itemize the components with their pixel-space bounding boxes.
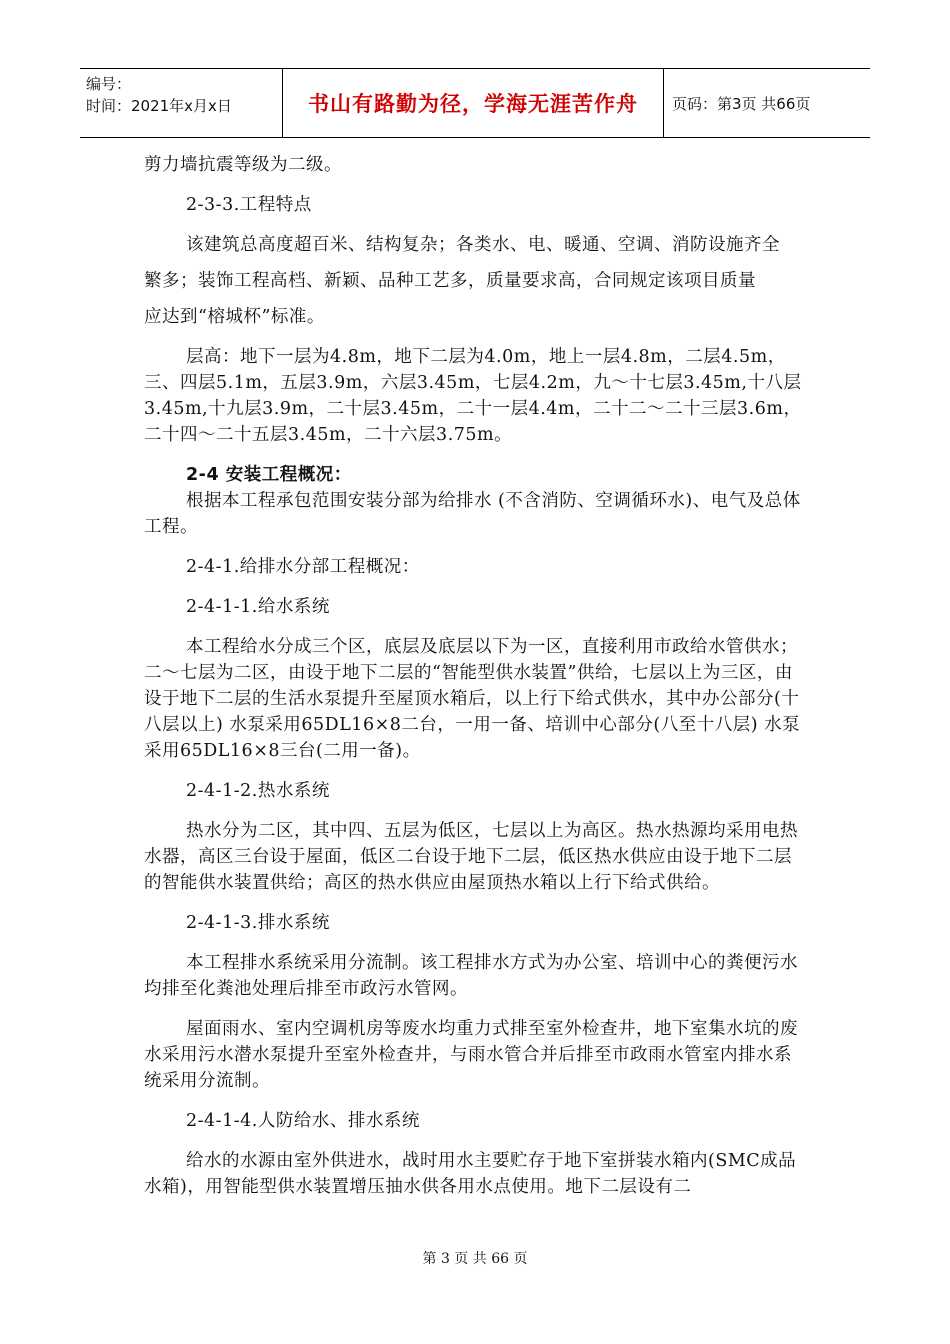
paragraph: 层高：地下一层为4.8m，地下二层为4.0m，地上一层4.8m，二层4.5m，三、四层5.1m，五层3.9m，六层3.45m，七层4.2m，九～十七层3.45m,十八层3.45m,十九层3.9m，二十层3.45m，二十一层4.4m，二十二～二十三层3.6m，二十四～二十五层3.45m，二十六层3.75m。 <box>144 347 802 445</box>
header-meta <box>80 69 283 137</box>
page-header <box>80 68 870 138</box>
section-heading: 2-4 安装工程概况： <box>186 465 352 485</box>
paragraph: 该建筑总高度超百米、结构复杂；各类水、电、暖通、空调、消防设施齐全 <box>186 235 780 255</box>
paragraph: 屋面雨水、室内空调机房等废水均重力式排至室外检查井，地下室集水坑的废水采用污水潜水泵提升至室外检查井，与雨水管合并后排至市政雨水管室内排水系统采用分流制。 <box>144 1019 798 1091</box>
header-page-number: 页码：第3页 共66页 <box>672 94 811 113</box>
paragraph: 本工程排水系统采用分流制。该工程排水方式为办公室、培训中心的粪便污水均排至化粪池处理后排至市政污水管网。 <box>144 953 798 999</box>
document-date-label: 时间：2021年x月x日 <box>86 97 232 115</box>
page-footer: 第 3 页 共 66 页 <box>422 1251 528 1267</box>
section-heading: 2-4-1-2.热水系统 <box>186 781 330 801</box>
header-motto: 书山有路勤为径，学海无涯苦作舟 <box>283 69 664 137</box>
section-heading: 2-4-1-1.给水系统 <box>186 597 330 617</box>
section-heading: 2-4-1.给排水分部工程概况： <box>186 557 420 577</box>
paragraph: 应达到“榕城杯”标准。 <box>144 307 325 327</box>
document-body <box>144 152 808 1200</box>
paragraph: 根据本工程承包范围安装分部为给排水 (不含消防、空调循环水)、电气及总体工程。 <box>144 491 801 537</box>
section-heading: 2-4-1-4.人防给水、排水系统 <box>186 1111 420 1131</box>
section-heading: 2-4-1-3.排水系统 <box>186 913 330 933</box>
paragraph: 给水的水源由室外供进水，战时用水主要贮存于地下室拼装水箱内(SMC成品水箱)，用智能型供水装置增压抽水供各用水点使用。地下二层设有二 <box>144 1151 797 1197</box>
section-heading: 2-3-3.工程特点 <box>186 195 312 215</box>
paragraph: 剪力墙抗震等级为二级。 <box>144 155 342 175</box>
paragraph: 热水分为二区，其中四、五层为低区，七层以上为高区。热水热源均采用电热水器，高区三台设于屋面，低区二台设于地下二层，低区热水供应由设于地下二层的智能供水装置供给；高区的热水供应由屋顶热水箱以上行下给式供给。 <box>144 821 798 893</box>
document-number-label: 编号： <box>86 75 132 93</box>
paragraph: 繁多；装饰工程高档、新颖、品种工艺多，质量要求高，合同规定该项目质量 <box>144 271 756 291</box>
paragraph: 本工程给水分成三个区，底层及底层以下为一区，直接利用市政给水管供水；二～七层为二区，由设于地下二层的“智能型供水装置”供给，七层以上为三区，由设于地下二层的生活水泵提升至屋顶水箱后，以上行下给式供水，其中办公部分(十八层以上) 水泵采用65DL16×8二台，一用一备、培训中心部分(八至十八层) 水泵采用65DL16×8三台(二用一备)。 <box>144 637 801 761</box>
